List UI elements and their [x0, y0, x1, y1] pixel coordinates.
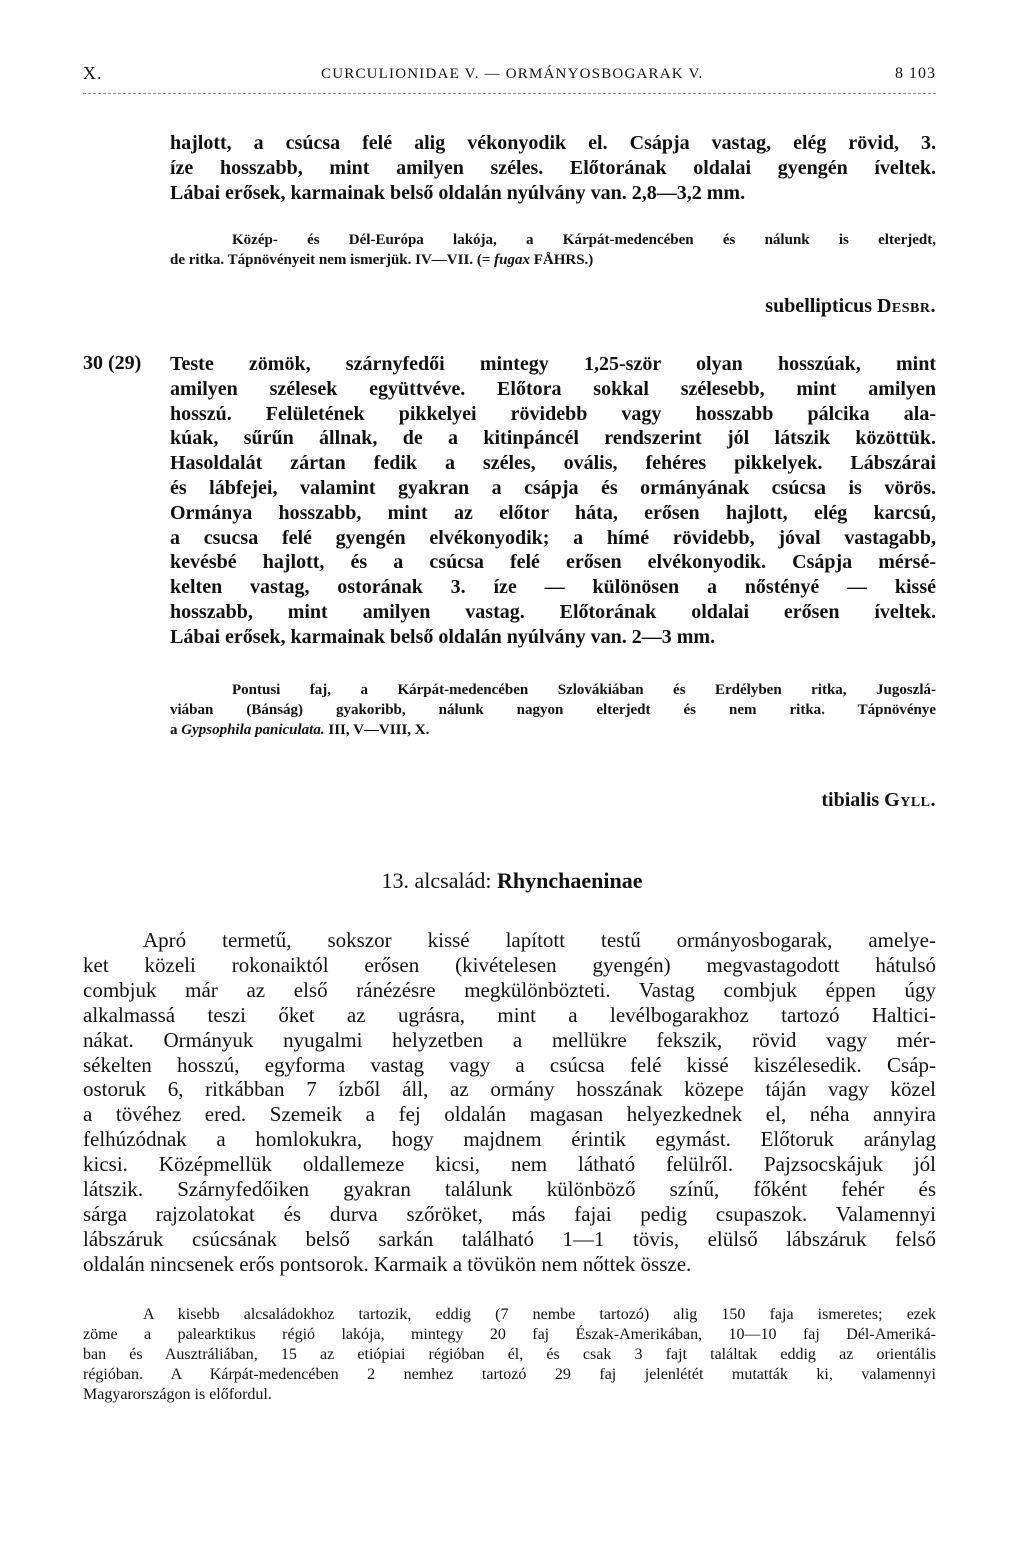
species-name — [765, 295, 936, 318]
species-epithet: subellipticus — [765, 295, 872, 317]
text-line: Pontusi faj, a Kárpát-medencében Szlovákiában és Erdélyben ritka, Jugoszlá- — [232, 682, 936, 698]
text-line: oldalán nincsenek erős pontsorok. Karmaik a tövükön nem nőttek össze. — [83, 1251, 692, 1276]
text-line: Ormánya hosszabb, mint az előtor háta, erősen hajlott, elég karcsú, — [170, 501, 936, 524]
text-line: ostoruk 6, ritkábban 7 ízből áll, az ormány hosszának közepe táján vagy közel — [83, 1077, 936, 1102]
text-line: Apró termetű, sokszor kissé lapított testű ormányosbogarak, amelye- — [143, 928, 936, 952]
text-line: ket közeli rokonaiktól erősen (kivételesen gyengén) megvastagodott hátulsó — [83, 952, 936, 977]
text-line: Teste zömök, szárnyfedői mintegy 1,25-ször olyan hosszúak, mint — [170, 353, 936, 375]
subfamily-label: 13. alcsalád: — [381, 868, 497, 893]
text-line: nákat. Ormányuk nyugalmi helyzetben a mellükre fekszik, rövid vagy mér- — [83, 1027, 936, 1052]
text-line: A kisebb alcsaládokhoz tartozik, eddig (7 nembe tartozó) alig 150 faja ismeretes; ezek — [143, 1306, 936, 1323]
text-line: a tövéhez ered. Szemeik a fej oldalán magasan helyezkednek el, néha annyira — [83, 1102, 936, 1127]
text-line: Lábai erősek, karmainak belső oldalán nyúlvány van. 2,8—3,2 mm. — [170, 181, 746, 204]
text-line — [170, 720, 936, 740]
species-author: Desbr. — [876, 295, 936, 317]
text-line: a csucsa felé gyengén elvékonyodik; a hímé rövidebb, jóval vastagabb, — [170, 526, 936, 549]
text-line: felhúzódnak a homlokukra, hogy majdnem érintik egymást. Előtoruk aránylag — [83, 1127, 936, 1152]
text-fragment: III, V—VIII, X. — [324, 722, 430, 738]
text-line: hosszú. Felületének pikkelyei rövidebb vagy hosszabb pálcika ala- — [170, 402, 936, 425]
distribution-note — [170, 230, 936, 270]
text-line: combjuk már az első ránézésre megkülönbözteti. Vastag combjuk éppen úgy — [83, 977, 936, 1002]
subfamily-note — [83, 1305, 936, 1405]
text-line: hosszabb, mint amilyen vastag. Előtorának oldalai erősen íveltek. — [170, 600, 936, 623]
text-line: kúak, sűrűn állnak, de a kitinpáncél rendszerint jól látszik közöttük. — [170, 427, 936, 450]
text-line: hajlott, a csúcsa felé alig vékonyodik el. Csápja vastag, elég rövid, 3. — [170, 132, 936, 154]
text-line: zöme a palearktikus régió lakója, mintegy 20 faj Észak-Amerikában, 10—10 faj Dél-Ameriká- — [83, 1326, 936, 1343]
text-line: kelten vastag, ostorának 3. íze — különösen a nőstényé — kissé — [170, 576, 936, 599]
text-line: lábszáruk csúcsának belső sarkán található 1—1 tövis, elülső lábszáruk felső — [83, 1226, 936, 1251]
text-line: Lábai erősek, karmainak belső oldalán nyúlvány van. 2—3 mm. — [170, 625, 716, 648]
text-line: ban és Ausztráliában, 15 az etiópiai régióban él, és csak 3 fajt találtak eddig az orientális — [83, 1346, 936, 1363]
text-line: Közép- és Dél-Európa lakója, a Kárpát-medencében és nálunk is elterjedt, — [232, 232, 936, 248]
text-line: Hasoldalát zártan fedik a széles, ovális, fehéres pikkelyek. Lábszárai — [170, 452, 936, 475]
text-fragment: a — [170, 722, 182, 738]
subfamily-name: Rhynchaeninae — [496, 868, 643, 893]
text-line: kevésbé hajlott, és a csúcsa felé erősen elvékonyodik. Csápja mérsé- — [170, 551, 936, 574]
text-line: sárga rajzolatokat és durva szőröket, más fajai pedig csupaszok. Valamennyi — [83, 1201, 936, 1226]
text-line: íze hosszabb, mint amilyen széles. Előtorának oldalai gyengén íveltek. — [170, 156, 936, 179]
distribution-note — [170, 680, 936, 740]
text-line: régióban. A Kárpát-medencében 2 nemhez tartozó 29 faj jelenlétét mutatták ki, valamennyi — [83, 1366, 936, 1383]
subfamily-description — [83, 928, 936, 1277]
header-rule — [83, 93, 936, 94]
text-line: de ritka. Tápnövényeit nem ismerjük. IV—VII. (= fugax FÅHRS.) — [170, 252, 594, 268]
plant-name: Gypsophila paniculata. — [181, 722, 325, 738]
text-line: viában (Bánság) gyakoribb, nálunk nagyon elterjedt és nem ritka. Tápnövénye — [170, 702, 936, 718]
page-number: 8 103 — [895, 65, 936, 82]
text-line: és lábfejei, valamint gyakran a csápja és ormányának csúcsa is vörös. — [170, 476, 936, 499]
text-line: alkalmassá teszi őket az ugrásra, mint a levélbogarakhoz tartozó Haltici- — [83, 1002, 936, 1027]
species-author: Gyll. — [884, 789, 936, 811]
text-line: sékelten hosszú, egyforma vastag vagy a csúcsa felé kissé kiszélesedik. Csáp- — [83, 1052, 936, 1077]
running-title: CURCULIONIDAE V. — ORMÁNYOSBOGARAK V. — [321, 66, 704, 82]
couplet-text — [170, 352, 936, 650]
text-line: amilyen szélesek együttvéve. Előtora sokkal szélesebb, mint amilyen — [170, 377, 936, 400]
text-line: Magyarországon is előfordul. — [83, 1386, 272, 1403]
chapter-number: X. — [83, 63, 103, 83]
couplet-number: 30 (29) — [83, 352, 142, 374]
species-epithet: tibialis — [821, 789, 880, 811]
description-continuation — [170, 131, 936, 205]
subfamily-heading — [0, 868, 1024, 894]
text-line: látszik. Szárnyfedőiken gyakran találunk különböző színű, főként fehér és — [83, 1177, 936, 1202]
species-name — [821, 789, 936, 812]
page-header — [83, 63, 936, 89]
text-line: kicsi. Középmellük oldallemeze kicsi, nem látható felülről. Pajzsocskájuk jól — [83, 1152, 936, 1177]
